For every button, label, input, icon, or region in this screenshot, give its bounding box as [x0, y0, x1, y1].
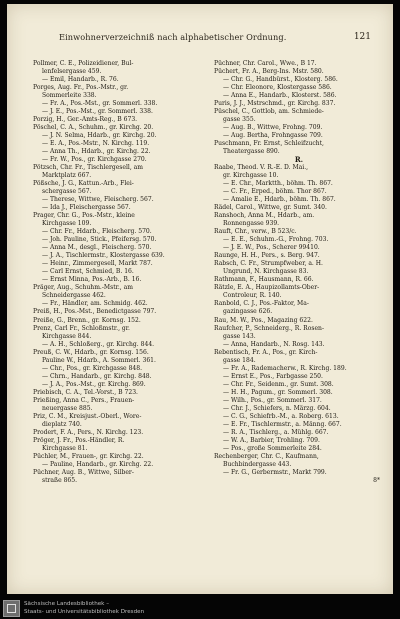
- directory-entry-line: Ronnengasse 939.: [223, 220, 280, 228]
- directory-entry-line: gasse 143.: [223, 332, 256, 340]
- directory-entry-line: — Anna E., Handarb., Klosterst. 586.: [223, 92, 337, 100]
- directory-entry-line: — H. H., Pagum., gr. Sommerl. 308.: [223, 388, 333, 396]
- directory-entry-line: dieplatz 740.: [42, 420, 82, 428]
- directory-entry-line: — Fr. A., Pos.-Mst., gr. Sommerl. 338.: [42, 100, 158, 108]
- directory-entry-line: Prießing, Anna C., Pers., Frauen-: [33, 396, 135, 404]
- library-name-line2[interactable]: Staats- und Universitätsbibliothek Dresden: [24, 609, 145, 615]
- directory-entry-line: — Ida J., Fleischergasse 567.: [42, 204, 131, 212]
- directory-entry-line: schergasse 567.: [42, 188, 92, 196]
- directory-entry-line: Kirchgasse 109.: [42, 220, 92, 228]
- directory-entry-line: — Ernst E., Pos., Farbgasse 250.: [223, 372, 323, 380]
- directory-entry-line: Püchner, Chr. Carol., Wwe., B 17.: [214, 60, 317, 67]
- signature-mark: 8*: [373, 476, 380, 484]
- directory-entry-line: — Chr., Pos., gr. Kirchgasse 848.: [42, 364, 143, 372]
- directory-entry-line: Schneidergasse 462.: [42, 292, 106, 300]
- directory-entry-line: — Fr. G., Gerbermstr., Markt 799.: [223, 468, 327, 476]
- library-logo-icon[interactable]: [3, 600, 20, 617]
- directory-entry-line: — Emil, Handarb., R. 76.: [42, 76, 119, 84]
- directory-entry-line: — Aug. B., Wittwe, Frohng. 709.: [223, 124, 323, 132]
- directory-entry-line: — R. A., Tischlerg., a. Mühlg. 667.: [223, 428, 329, 436]
- directory-entry-line: Marktplatz 667.: [42, 172, 92, 180]
- left-column: [33, 60, 199, 485]
- directory-entry-line: — W. A., Barbier, Trohling. 709.: [223, 436, 320, 444]
- directory-entry-line: — C. Fr., Erped., böhm. Thor 867.: [223, 188, 327, 196]
- directory-entry-line: — Anna, Handarb., N. Rosg. 143.: [223, 340, 325, 348]
- directory-entry-line: Raabe, Theod. V. R.-E. D. Mai.,: [214, 164, 309, 172]
- directory-entry-line: Rathmann, F., Hausmann, R. 66.: [214, 276, 314, 284]
- section-letter: R.: [294, 155, 304, 165]
- directory-entry-line: Raufcher, P., Schneiderg., R. Rosen-: [214, 324, 324, 332]
- directory-entry-line: Rädel, Carol., Wittwe, gr. Sumt. 340.: [214, 204, 327, 212]
- directory-entry-line: Pößsche, J. G., Kattun.-Arb., Flei-: [33, 180, 134, 188]
- directory-entry-line: Rauft, Chr., verw., B 523/c.: [214, 228, 297, 236]
- directory-entry-line: — Chr. Fr., Hdarb., Fleischerg. 570.: [42, 228, 152, 236]
- directory-entry-line: Ungrund, N. Kirchgasse 83.: [223, 268, 309, 276]
- directory-entry-line: gasse 184.: [223, 356, 256, 364]
- directory-entry-line: Controleur, R. 140.: [223, 292, 282, 300]
- directory-entry-line: Ranbold, C. J., Pos.-Faktor, Ma-: [214, 300, 309, 308]
- directory-entry-line: Püchler, M., Frauen-, gr. Kirchg. 22.: [33, 452, 144, 460]
- page-title: Einwohnerverzeichniß nach alphabetischer Ordnung.: [59, 32, 287, 42]
- directory-entry-line: Sommerleite 338.: [42, 92, 97, 100]
- directory-entry-line: Prager, Chr. G., Pos.-Mstr., kleine: [33, 212, 135, 220]
- directory-entry-line: gasse 355.: [223, 116, 256, 124]
- directory-entry-line: Puschmann, Fr. Ernst, Schleifzucht,: [214, 140, 324, 148]
- directory-entry-line: — J. N. Selma, Hdarb., gr. Kirchg. 20.: [42, 132, 157, 140]
- library-name-line1[interactable]: Sächsische Landesbibliothek –: [24, 601, 109, 607]
- directory-entry-line: — Chr. Fr., Seidenm., gr. Sumt. 308.: [223, 380, 334, 388]
- directory-entry-line: Pollmer, C. E., Polizeidiener, Bul-: [33, 60, 134, 67]
- directory-entry-line: — J. E., Pos.-Mst., gr. Sommerl. 338.: [42, 108, 153, 116]
- directory-entry-line: — Anna M., desgl., Fleischerg. 570.: [42, 244, 152, 252]
- directory-entry-line: Ranshoch, Anna M., Hdarb., am.: [214, 212, 315, 220]
- directory-entry-line: — C. G., Schiefrb.-M., a. Roberg. 613.: [223, 412, 339, 420]
- directory-entry-line: Rätzle, E. A., Haupizollamts-Ober-: [214, 284, 320, 292]
- directory-entry-line: — Chrn., Handarb., gr. Kirchg. 848.: [42, 372, 152, 380]
- directory-entry-line: Pöschel, C. A., Schuhm., gr. Kirchg. 20.: [33, 124, 154, 132]
- directory-entry-line: — Wilh., Pos., gr. Sommerl. 317.: [223, 396, 322, 404]
- directory-entry-line: — Heinr., Zimmergesell, Markt 787.: [42, 260, 153, 268]
- directory-entry-line: — Chr. J., Schiefers, n. Märzg. 604.: [223, 404, 331, 412]
- directory-entry-line: — Chr. G., Handbürst., Klosterg. 586.: [223, 76, 338, 84]
- directory-entry-line: — Pauline, Handarb., gr. Kirchg. 22.: [42, 460, 154, 468]
- directory-entry-line: Porges, Aug. Fr., Pos.-Mstr., gr.: [33, 84, 129, 92]
- running-header: [7, 32, 393, 46]
- directory-entry-line: Pötzsch, Chr. Fr., Tischlergesell, am: [33, 164, 144, 172]
- page-number: 121: [353, 32, 371, 42]
- directory-entry-line: Kirchgasse 844.: [42, 332, 92, 340]
- directory-entry-line: — Ernst Minna, Pos.-Arb., B. 16.: [42, 276, 142, 284]
- directory-entry-line: — E. Fr., Tischlermstr., a. Männg. 667.: [223, 420, 342, 428]
- directory-entry-line: gr. Kirchgasse 10.: [223, 172, 279, 180]
- book-page: [7, 4, 393, 594]
- directory-entry-line: Püschel, C., Gottlob, am. Schmiede-: [214, 108, 324, 116]
- directory-entry-line: — Fr. A., Rademacherw., R. Kirchg. 189.: [223, 364, 347, 372]
- directory-entry-line: Prodert, F. A., Pers., N. Kirchg. 123.: [33, 428, 144, 436]
- directory-entry-line: Pauline W., Hdarb., A. Sommerl. 361.: [42, 356, 156, 364]
- directory-entry-line: straße 865.: [42, 476, 78, 484]
- directory-entry-line: — Therese, Wittwe, Fleischerg. 567.: [42, 196, 154, 204]
- directory-entry-line: — J. A., Pos.-Mst., gr. Kirchg. 869.: [42, 380, 146, 388]
- directory-entry-line: Rau, M. W., Pos., Magazing 622.: [214, 316, 313, 324]
- directory-entry-line: Rabsch, C. Fr., Strumpfweber, a. H.: [214, 260, 323, 268]
- directory-entry-line: Rechenberger, Chr. C., Kaufmann,: [214, 452, 319, 460]
- directory-entry-line: — Fr., Händler, am. Schmidg. 462.: [42, 300, 148, 308]
- directory-entry-line: Puris, J. J., Mstrschmd., gr. Kirchg. 837.: [214, 100, 336, 108]
- directory-entry-line: Preiße, G., Brenn., gr. Kornsg. 152.: [33, 316, 141, 324]
- directory-entry-line: lenfelsergasse 459.: [42, 68, 102, 76]
- directory-entry-line: Püchner, Aug. B., Wittwe, Silber-: [33, 468, 134, 476]
- directory-entry-line: — Pos., große Sommerleite 284.: [223, 444, 322, 452]
- directory-entry-line: Kirchgasse 81.: [42, 444, 88, 452]
- directory-entry-line: Präger, Aug., Schuhm.-Mstr., am: [33, 284, 133, 292]
- directory-entry-line: — J. E. W., Pos., Scherer 99410.: [223, 244, 320, 252]
- directory-entry-line: Priz, C. M., Kreisjust.-Oberl., Wore-: [33, 412, 142, 420]
- directory-entry-line: — Carl Ernst, Schmied, B. 16.: [42, 268, 134, 276]
- directory-entry-line: gazingasse 626.: [223, 308, 273, 316]
- directory-entry-line: Priebisch, C. A., Tel.-Vorst., B 723.: [33, 388, 138, 396]
- directory-entry-line: Preiß, H., Pos.-Mst., Benedictgasse 797.: [33, 308, 157, 316]
- directory-entry-line: — Aug. Bertha, Frohngasse 709.: [223, 132, 323, 140]
- directory-entry-line: neuergasse 885.: [42, 404, 93, 412]
- directory-entry-line: — Fr. W., Pos., gr. Kirchgasse 270.: [42, 156, 147, 164]
- directory-entry-line: — Anna Th., Hdarb., gr. Kirchg. 22.: [42, 148, 151, 156]
- directory-entry-line: Raunge, H. H., Pers., s. Berg. 947.: [214, 252, 320, 260]
- directory-entry-line: Püchert, Fr. A., Berg-Ins. Mstr. 580.: [214, 68, 324, 76]
- directory-entry-line: — E. Chr., Marktth., böhm. Th. 867.: [223, 180, 333, 188]
- directory-entry-line: — E. A., Pos.-Mstr., N. Kirchg. 119.: [42, 140, 150, 148]
- directory-entry-line: — A. H., Schloßerg., gr. Kirchg. 844.: [42, 340, 155, 348]
- directory-entry-line: Porzig, H., Ger.-Amts-Reg., B 673.: [33, 116, 138, 124]
- directory-entry-line: Rebentisch, Fr. A., Pos., gr. Kirch-: [214, 348, 318, 356]
- directory-entry-line: — Joh. Pauline, Stick., Pfeifersg. 570.: [42, 236, 157, 244]
- directory-entry-line: Pröger, J. Fr., Pos.-Händler, R.: [33, 436, 125, 444]
- directory-entry-line: Theatergasse 890.: [223, 148, 280, 156]
- directory-entry-line: — Chr. Eleonore, Klostergasse 586.: [223, 84, 332, 92]
- directory-entry-line: — J. A., Tischlermstr., Klostergasse 639.: [42, 252, 165, 260]
- viewer-footer: [0, 598, 400, 619]
- directory-entry-line: Prenz, Carl Fr., Schloßmstr., gr.: [33, 324, 130, 332]
- directory-entry-line: Preuß, C. W., Hdarb., gr. Kornsg. 156.: [33, 348, 149, 356]
- directory-entry-line: — E. E., Schuhm.-G., Frohng. 703.: [223, 236, 329, 244]
- directory-entry-line: — Amalie E., Hdarb., böhm. Th. 867.: [223, 196, 336, 204]
- directory-entry-line: Buchbindergasse 443.: [223, 460, 292, 468]
- right-column: [214, 60, 384, 485]
